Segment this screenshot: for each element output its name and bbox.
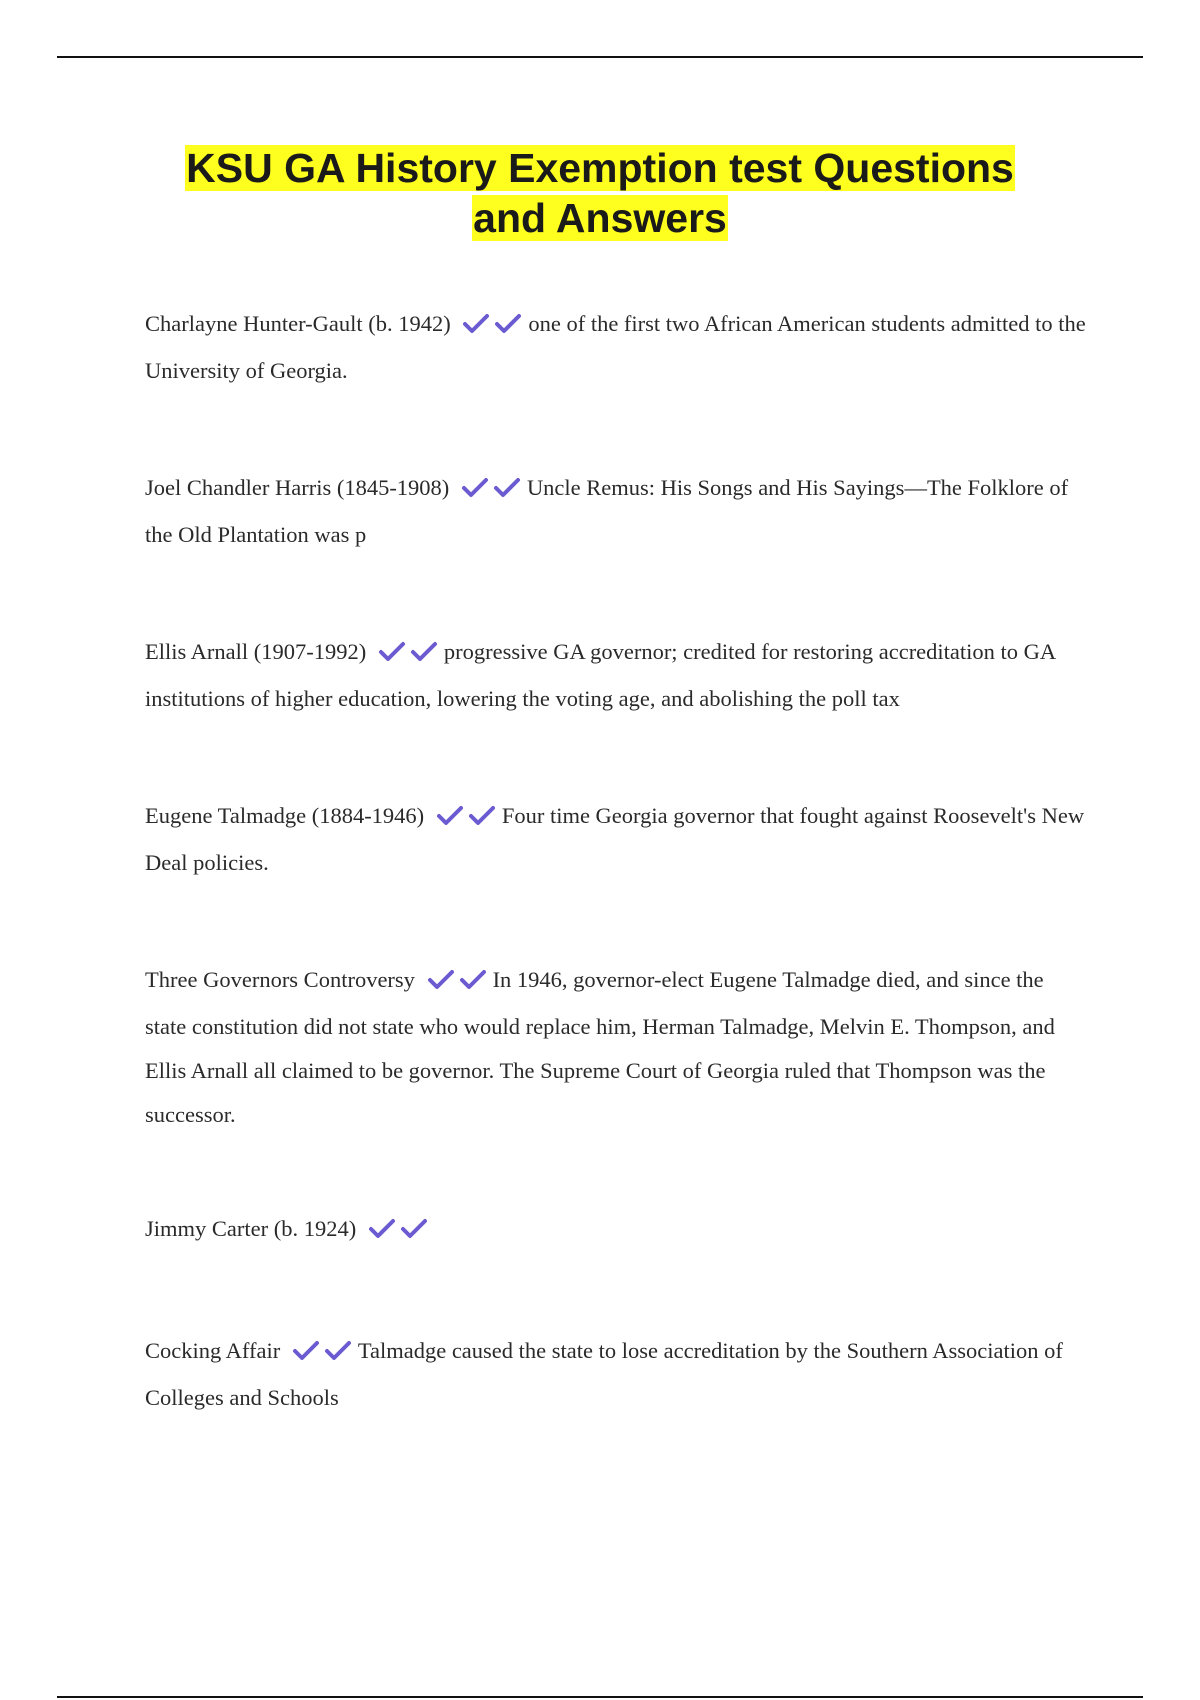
qa-entry-cocking-affair: [145, 1329, 1090, 1420]
double-checkmark-icon: [462, 305, 526, 349]
entry-term: Cocking Affair: [145, 1338, 281, 1363]
qa-entry-three-governors: [145, 958, 1090, 1137]
double-checkmark-icon: [436, 797, 500, 841]
bottom-divider: [57, 1696, 1143, 1698]
qa-entry-carter: [145, 1207, 1090, 1254]
double-checkmark-icon: [427, 961, 491, 1005]
top-divider: [57, 56, 1143, 58]
qa-entry-harris: [145, 466, 1090, 557]
entry-term: Charlayne Hunter-Gault (b. 1942): [145, 311, 451, 336]
entry-answer: Four time Georgia governor that fought against Roosevelt's New Deal policies.: [145, 803, 1085, 875]
entry-term: Eugene Talmadge (1884-1946): [145, 803, 425, 828]
qa-entry-hunter-gault: [145, 302, 1090, 393]
entry-answer: one of the first two African American students admitted to the University of Georgia.: [145, 311, 1086, 383]
entry-term: Ellis Arnall (1907-1992): [145, 639, 367, 664]
title-line-2: and Answers: [473, 195, 727, 241]
title-line-1: KSU GA History Exemption test Questions: [186, 145, 1014, 191]
entry-answer: In 1946, governor-elect Eugene Talmadge died, and since the state constitution did not state who would replace him, Herman Talmadge, Melvin E. Thompson, and Ellis Arnall all claimed to be governor. The Supreme Court of Georgia ruled that Thompson was the successor.: [145, 967, 1055, 1127]
entry-answer: Uncle Remus: His Songs and His Sayings—The Folklore of the Old Plantation was p: [145, 475, 1069, 547]
entry-term: Joel Chandler Harris (1845-1908): [145, 475, 450, 500]
qa-entry-talmadge: [145, 794, 1090, 885]
entry-answer: Talmadge caused the state to lose accreditation by the Southern Association of Colleges and Schools: [145, 1338, 1063, 1410]
qa-entry-arnall: [145, 630, 1090, 721]
entry-answer: progressive GA governor; credited for restoring accreditation to GA institutions of higher education, lowering the voting age, and abolishing the poll tax: [145, 639, 1055, 711]
double-checkmark-icon: [378, 633, 442, 677]
double-checkmark-icon: [461, 469, 525, 513]
entry-term: Three Governors Controversy: [145, 967, 415, 992]
document-title: [100, 143, 1100, 243]
double-checkmark-icon: [292, 1332, 356, 1376]
entry-term: Jimmy Carter (b. 1924): [145, 1216, 357, 1241]
double-checkmark-icon: [368, 1210, 432, 1254]
